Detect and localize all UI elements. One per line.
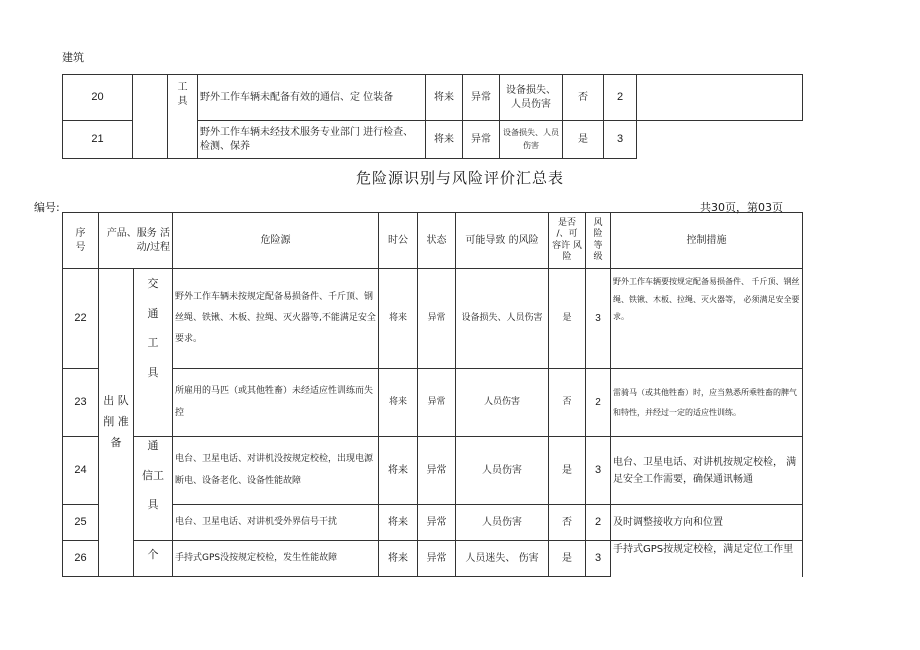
row-number: 25 [63,505,99,541]
time-cell: 将来 [379,437,418,505]
level-cell: 3 [586,437,611,505]
risk-cell: 设备损失、人员伤害 [500,75,563,121]
group-label: 出 队 削 准 备 [99,269,134,577]
table-row [63,369,803,437]
hazard-cell: 电台、卫星电话、对讲机受外界信号干扰 [173,505,379,541]
sub-category-person: 个 [134,541,173,577]
top-table [62,74,803,159]
hazard-cell: 野外工作车辆未配备有效的通信、定 位装备 [198,75,426,121]
table-row [63,269,803,369]
hazard-cell: 野外工作车辆未经技术服务专业部门 进行检查、检测、保养 [198,121,426,159]
row-number: 21 [63,121,133,159]
row-number: 23 [63,369,99,437]
header-risk: 可能导致 的风险 [456,213,549,269]
hazard-cell: 电台、卫星电话、对讲机没按规定校检，出现电源断电、设备老化、设备性能故障 [173,437,379,505]
control-cell: 雷骑马（或其他牲畜）时，应当熟悉所乘牲畜的脾气和特性，并经过一定的适应性训练。 [611,369,803,437]
risk-cell: 人员伤害 [456,369,549,437]
control-cell: 电台、卫星电话、对讲机按规定校检， 满足安全工作需要，确保通讯畅通 [611,437,803,505]
acceptable-cell: 否 [563,75,604,121]
level-cell: 3 [586,541,611,577]
header-time: 时公 [379,213,418,269]
acceptable-cell: 是 [563,121,604,159]
state-cell: 异常 [463,75,500,121]
level-cell: 2 [586,369,611,437]
time-cell: 将来 [379,369,418,437]
sub-category-comm: 通 信工 具 [134,437,173,541]
time-cell: 将来 [379,269,418,369]
hazard-table [62,212,803,577]
header-state: 状态 [418,213,456,269]
time-cell: 将来 [379,541,418,577]
table-row [63,505,803,541]
state-cell: 异常 [418,541,456,577]
header-level: 风 险 等 级 [586,213,611,269]
header-acceptable: 是否 /、可 容许 风 险 [549,213,586,269]
table-row [63,75,803,121]
table-row [63,541,803,577]
acceptable-cell: 否 [549,369,586,437]
time-cell: 将来 [426,121,463,159]
header-no: 序 号 [63,213,99,269]
document-title: 危险源识别与风险评价汇总表 [355,169,564,187]
state-cell: 异常 [418,269,456,369]
row-number: 20 [63,75,133,121]
header-row [63,213,803,269]
row-number: 26 [63,541,99,577]
level-cell: 3 [586,269,611,369]
state-cell: 异常 [418,369,456,437]
group-cell [133,75,168,159]
risk-cell: 设备损失、人员伤害 [500,121,563,159]
state-cell: 异常 [463,121,500,159]
risk-cell: 人员伤害 [456,437,549,505]
state-cell: 异常 [418,437,456,505]
risk-cell: 人员迷失、 伤害 [456,541,549,577]
level-cell: 2 [604,75,637,121]
page-info: 共30页，第03页 [700,201,783,214]
state-cell: 异常 [418,505,456,541]
sub-category: 工 具 [168,75,198,159]
control-cell: 及时调整接收方向和位置 [611,505,803,541]
hazard-cell: 野外工作车辆未按规定配备易损备件、千斤顶、钢丝绳、铁锹、木板、拉绳、灭火器等,不能满足安全要求。 [173,269,379,369]
control-cell [637,75,803,121]
risk-cell: 设备损失、人员伤害 [456,269,549,369]
acceptable-cell: 是 [549,269,586,369]
control-cell: 手持式GPS按规定校检，满足定位工作里 [611,541,803,577]
time-cell: 将来 [426,75,463,121]
hazard-cell: 所雇用的马匹（或其他牲畜）未经适应性训练而失控 [173,369,379,437]
code-label: 编号: [34,201,60,214]
hazard-cell: 手持式GPS没按规定校检，发生性能故障 [173,541,379,577]
table-row [63,437,803,505]
sub-category-transport: 交 通 工 具 [134,269,173,437]
level-cell: 2 [586,505,611,541]
control-cell: 野外工作车辆要按规定配备易损备件、 千斤顶、钢丝绳、铁锹、木板、拉绳、灭火器等， 必须满足安全要求。 [611,269,803,369]
acceptable-cell: 否 [549,505,586,541]
category-label: 建筑 [62,51,84,64]
row-number: 22 [63,269,99,369]
acceptable-cell: 是 [549,437,586,505]
time-cell: 将来 [379,505,418,541]
risk-cell: 人员伤害 [456,505,549,541]
control-cell [637,121,803,159]
level-cell: 3 [604,121,637,159]
acceptable-cell: 是 [549,541,586,577]
header-hazard: 危险源 [173,213,379,269]
header-product: 产品、服务 活 动/过程 [99,213,173,269]
header-control: 控制措施 [611,213,803,269]
row-number: 24 [63,437,99,505]
